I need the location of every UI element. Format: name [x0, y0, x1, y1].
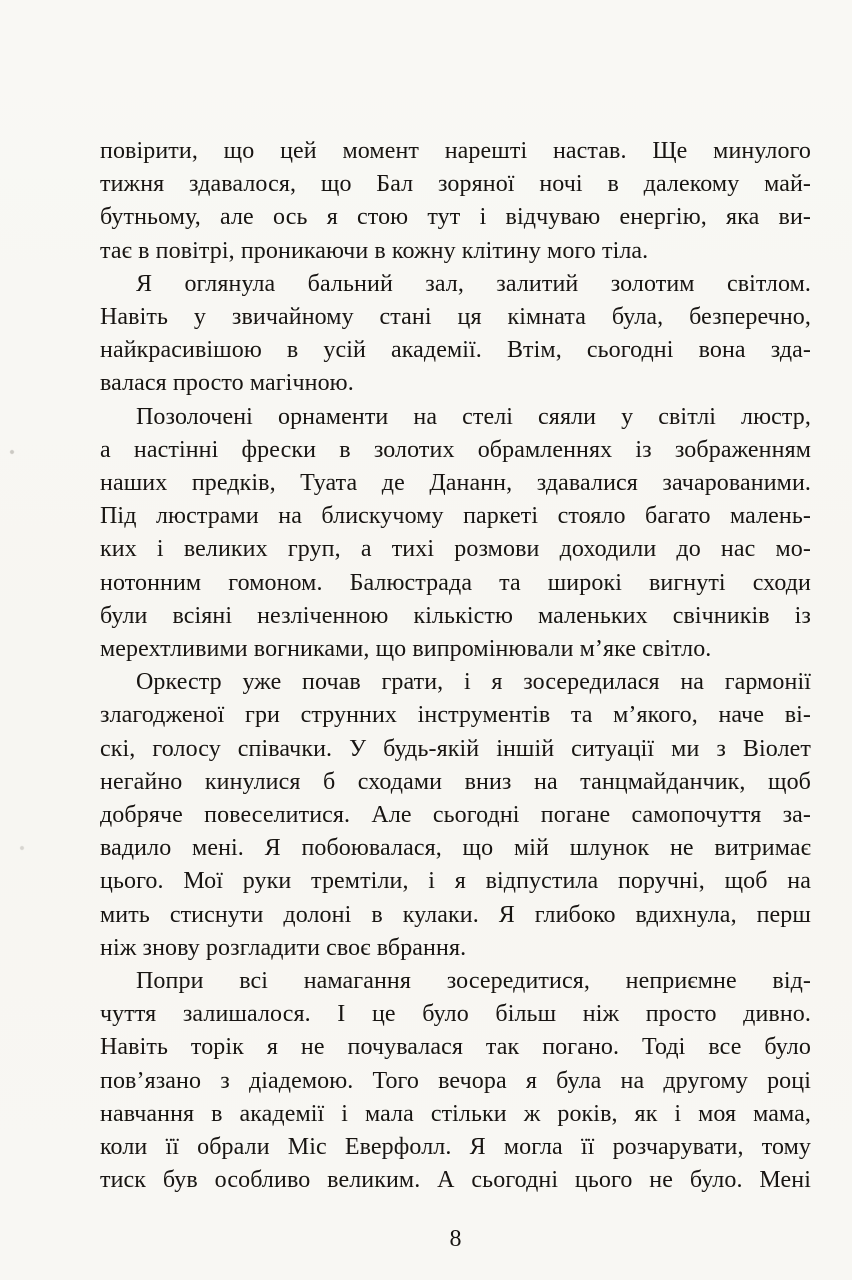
- text-line: скі, голосу співачки. У будь-якій іншій ситуації ми з Віолет: [100, 735, 811, 762]
- text-line: цього. Мої руки тремтіли, і я відпустила поручні, щоб на: [100, 868, 811, 895]
- text-line: а настінні фрески в золотих обрамленнях із зображенням: [100, 436, 811, 463]
- text-line: злагодженої гри струнних інструментів та м’якого, наче ві-: [100, 702, 811, 729]
- text-line: Навіть торік я не почувалася так погано. Тоді все було: [100, 1034, 811, 1061]
- text-line: Під люстрами на блискучому паркеті стояло багато малень-: [100, 503, 811, 530]
- text-line: Навіть у звичайному стані ця кімната була, безперечно,: [100, 304, 811, 331]
- text-line: тижня здавалося, що Бал зоряної ночі в далекому май-: [100, 171, 811, 198]
- body-text: [100, 135, 811, 1198]
- text-line: негайно кинулися б сходами вниз на танцмайданчик, щоб: [100, 768, 811, 795]
- text-line: повірити, що цей момент нарешті настав. Ще минулого: [100, 138, 811, 164]
- text-line: ніж знову розгладити своє вбрання.: [100, 934, 467, 961]
- text-line: ких і великих груп, а тихі розмови доходили до нас мо-: [100, 536, 811, 563]
- text-line: Позолочені орнаменти на стелі сяяли у світлі люстр,: [136, 403, 811, 430]
- text-line: тиск був особливо великим. А сьогодні цього не було. Мені: [100, 1167, 811, 1194]
- text-line: бутньому, але ось я стою тут і відчуваю енергію, яка ви-: [100, 204, 811, 231]
- text-line: тає в повітрі, проникаючи в кожну клітину мого тіла.: [100, 237, 649, 264]
- text-line: пов’язано з діадемою. Того вечора я була на другому році: [100, 1067, 811, 1094]
- text-line: мерехтливими вогниками, що випромінювали м’яке світло.: [100, 636, 712, 663]
- text-line: коли її обрали Міс Еверфолл. Я могла її розчарувати, тому: [100, 1134, 811, 1161]
- text-line: навчання в академії і мала стільки ж років, як і моя мама,: [100, 1100, 811, 1127]
- page-number: 8: [449, 1226, 462, 1252]
- text-line: Попри всі намагання зосередитися, неприємне від-: [136, 968, 811, 995]
- text-line: Оркестр уже почав грати, і я зосередилася на гармонії: [136, 669, 811, 696]
- text-line: добряче повеселитися. Але сьогодні погане самопочуття за-: [100, 802, 811, 829]
- text-line: валася просто магічною.: [100, 370, 354, 397]
- text-line: мить стиснути долоні в кулаки. Я глибоко вдихнула, перш: [100, 901, 811, 928]
- text-line: нотонним гомоном. Балюстрада та широкі вигнуті сходи: [100, 569, 811, 596]
- text-line: найкрасивішою в усій академії. Втім, сьогодні вона зда-: [100, 337, 811, 364]
- text-line: наших предків, Туата де Дананн, здавалися зачарованими.: [100, 470, 811, 497]
- text-line: Я оглянула бальний зал, залитий золотим світлом.: [136, 270, 811, 297]
- text-line: вадило мені. Я побоювалася, що мій шлунок не витримає: [100, 835, 811, 862]
- text-line: чуття залишалося. І це було більш ніж просто дивно.: [100, 1001, 811, 1028]
- text-line: були всіяні незліченною кількістю маленьких свічників із: [100, 602, 811, 629]
